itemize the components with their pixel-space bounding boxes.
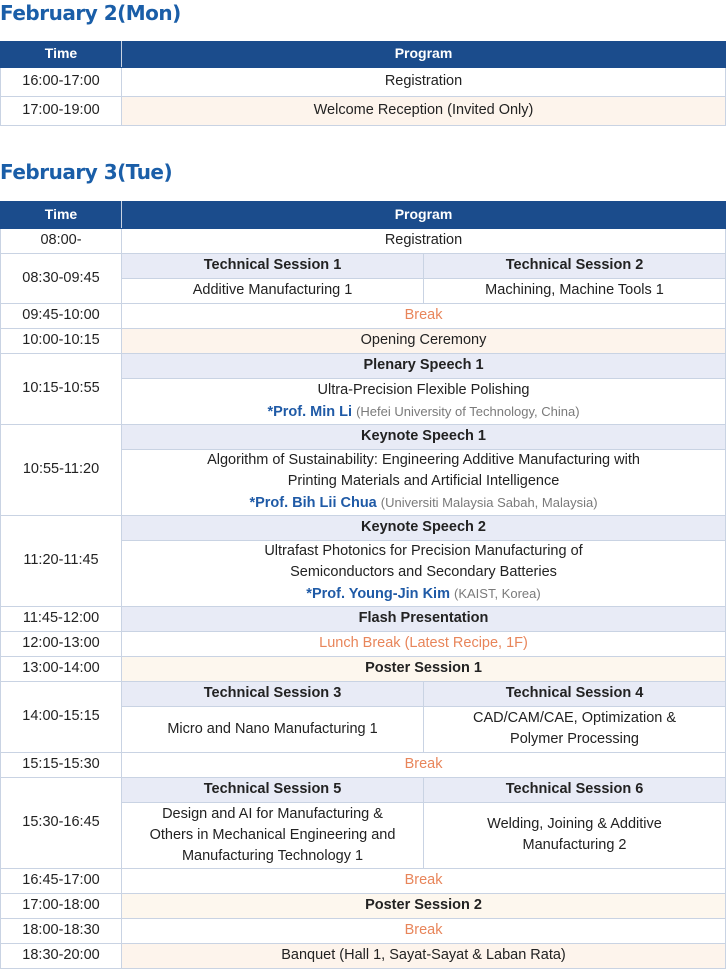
table-row: [1, 67, 726, 96]
time-cell: 17:00-19:00: [1, 96, 122, 125]
time-cell: 12:00-13:00: [1, 631, 122, 656]
speaker-name: *Prof. Bih Lii Chua: [249, 495, 377, 511]
time-cell: 09:45-10:00: [1, 303, 122, 328]
program-cell: Banquet (Hall 1, Sayat-Sayat & Laban Rata): [122, 943, 726, 968]
topic-line: Polymer Processing: [510, 731, 639, 747]
speech-detail: [122, 449, 726, 515]
speech-title-line: Ultrafast Photonics for Precision Manufacturing of: [264, 543, 583, 559]
table-row: [1, 918, 726, 943]
table-row: [1, 96, 726, 125]
session-topic: Additive Manufacturing 1: [122, 278, 424, 303]
topic-line: Welding, Joining & Additive: [487, 816, 662, 832]
time-cell: 16:00-17:00: [1, 67, 122, 96]
table-row: [1, 893, 726, 918]
program-cell: Registration: [122, 228, 726, 253]
time-cell: 10:00-10:15: [1, 328, 122, 353]
speaker-name: *Prof. Min Li: [267, 403, 353, 420]
speech-header: Keynote Speech 2: [122, 515, 726, 540]
topic-line: Manufacturing 2: [522, 837, 627, 853]
program-cell: Poster Session 1: [122, 656, 726, 681]
program-header: Program: [122, 41, 726, 67]
session-topic: [122, 802, 424, 868]
program-cell: Poster Session 2: [122, 893, 726, 918]
program-header: Program: [122, 201, 726, 228]
speaker-affiliation: (KAIST, Korea): [454, 586, 541, 601]
break-cell: Lunch Break (Latest Recipe, 1F): [122, 631, 726, 656]
speech-header: Keynote Speech 1: [122, 424, 726, 449]
time-cell: 10:55-11:20: [1, 424, 122, 515]
speaker-line: [126, 492, 721, 514]
topic-line: CAD/CAM/CAE, Optimization &: [472, 710, 677, 726]
session-header: Technical Session 6: [424, 777, 726, 802]
time-cell: 08:30-09:45: [1, 253, 122, 303]
table-header-row: [1, 41, 726, 67]
session-topic: [424, 706, 726, 752]
table-row: [1, 328, 726, 353]
speech-title-line: Algorithm of Sustainability: Engineering Additive Manufacturing with: [207, 452, 640, 468]
table-row: [1, 943, 726, 968]
time-cell: 18:00-18:30: [1, 918, 122, 943]
topic-line: Others in Mechanical Engineering and: [149, 826, 396, 843]
table-row: [1, 606, 726, 631]
time-header: Time: [1, 201, 122, 228]
table-row: [1, 777, 726, 802]
time-cell: 15:30-16:45: [1, 777, 122, 868]
session-header: Technical Session 4: [424, 681, 726, 706]
time-cell: 16:45-17:00: [1, 868, 122, 893]
time-cell: 15:15-15:30: [1, 752, 122, 777]
session-header: Technical Session 1: [122, 253, 424, 278]
table-row: [1, 631, 726, 656]
table-row: [1, 303, 726, 328]
speaker-affiliation: (Universiti Malaysia Sabah, Malaysia): [380, 495, 598, 510]
table-row: [1, 752, 726, 777]
program-cell: Flash Presentation: [122, 606, 726, 631]
program-cell: Welcome Reception (Invited Only): [122, 96, 726, 125]
table-row: [1, 253, 726, 278]
day1-schedule-table: [0, 41, 726, 126]
session-header: Technical Session 5: [122, 777, 424, 802]
speech-header: Plenary Speech 1: [122, 353, 726, 378]
table-row: [1, 656, 726, 681]
day2-schedule-table: [0, 201, 726, 969]
break-cell: Break: [122, 303, 726, 328]
speaker-line: [126, 401, 721, 423]
speech-detail: [122, 378, 726, 424]
session-topic: Micro and Nano Manufacturing 1: [122, 706, 424, 752]
speaker-line: [126, 583, 721, 605]
time-cell: 11:45-12:00: [1, 606, 122, 631]
speaker-name: *Prof. Young-Jin Kim: [306, 586, 450, 602]
time-cell: 18:30-20:00: [1, 943, 122, 968]
topic-line: Design and AI for Manufacturing &: [162, 805, 383, 822]
time-cell: 13:00-14:00: [1, 656, 122, 681]
table-row: [1, 424, 726, 449]
table-row: [1, 681, 726, 706]
speech-title-line: Printing Materials and Artificial Intelligence: [287, 473, 560, 489]
speech-title-line: Semiconductors and Secondary Batteries: [290, 564, 557, 580]
time-cell: 10:15-10:55: [1, 353, 122, 424]
time-cell: 08:00-: [1, 228, 122, 253]
session-topic: Machining, Machine Tools 1: [424, 278, 726, 303]
time-cell: 11:20-11:45: [1, 515, 122, 606]
break-cell: Break: [122, 868, 726, 893]
speech-title: Ultra-Precision Flexible Polishing: [317, 381, 530, 398]
table-row: [1, 228, 726, 253]
speech-detail: [122, 540, 726, 606]
speaker-affiliation: (Hefei University of Technology, China): [356, 403, 580, 419]
session-header: Technical Session 3: [122, 681, 424, 706]
table-row: [1, 868, 726, 893]
table-header-row: [1, 201, 726, 228]
break-cell: Break: [122, 918, 726, 943]
table-row: [1, 353, 726, 378]
break-cell: Break: [122, 752, 726, 777]
day2-title: February 3(Tue): [0, 160, 173, 184]
table-row: [1, 515, 726, 540]
topic-line: Manufacturing Technology 1: [181, 847, 364, 864]
session-topic: [424, 802, 726, 868]
time-cell: 14:00-15:15: [1, 681, 122, 752]
session-header: Technical Session 2: [424, 253, 726, 278]
program-cell: Registration: [122, 67, 726, 96]
program-cell: Opening Ceremony: [122, 328, 726, 353]
time-header: Time: [1, 41, 122, 67]
time-cell: 17:00-18:00: [1, 893, 122, 918]
day1-title: February 2(Mon): [0, 1, 181, 25]
